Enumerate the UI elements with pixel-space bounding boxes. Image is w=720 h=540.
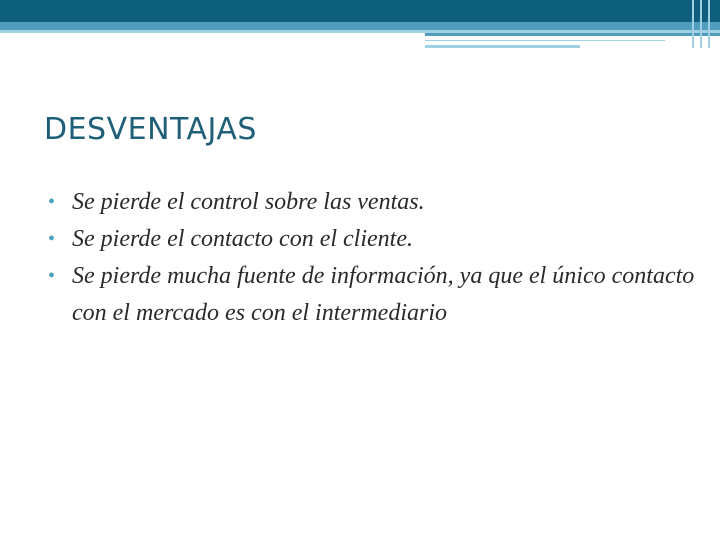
bullet-item xyxy=(44,221,704,258)
bullet-marker: • xyxy=(48,265,56,287)
bullet-item xyxy=(44,184,704,221)
header-accent-line xyxy=(425,33,720,36)
bullet-marker: • xyxy=(48,228,56,250)
bullet-text: Se pierde el contacto con el cliente. xyxy=(72,226,413,252)
header-accent-line xyxy=(425,40,665,41)
header-band xyxy=(0,0,720,22)
bullet-item xyxy=(44,258,704,332)
header-divider-line xyxy=(700,0,702,48)
header-divider-line xyxy=(708,0,710,48)
header-band-shadow xyxy=(0,22,720,30)
header-accent-line xyxy=(425,45,580,48)
slide-title: DESVENTAJAS xyxy=(44,112,257,147)
bullet-marker: • xyxy=(48,191,56,213)
bullet-text: Se pierde mucha fuente de información, ya que el único contacto con el mercado es con el intermediario xyxy=(72,263,695,326)
bullet-list xyxy=(44,184,704,332)
header-divider-line xyxy=(692,0,694,48)
bullet-text: Se pierde el control sobre las ventas. xyxy=(72,189,425,215)
